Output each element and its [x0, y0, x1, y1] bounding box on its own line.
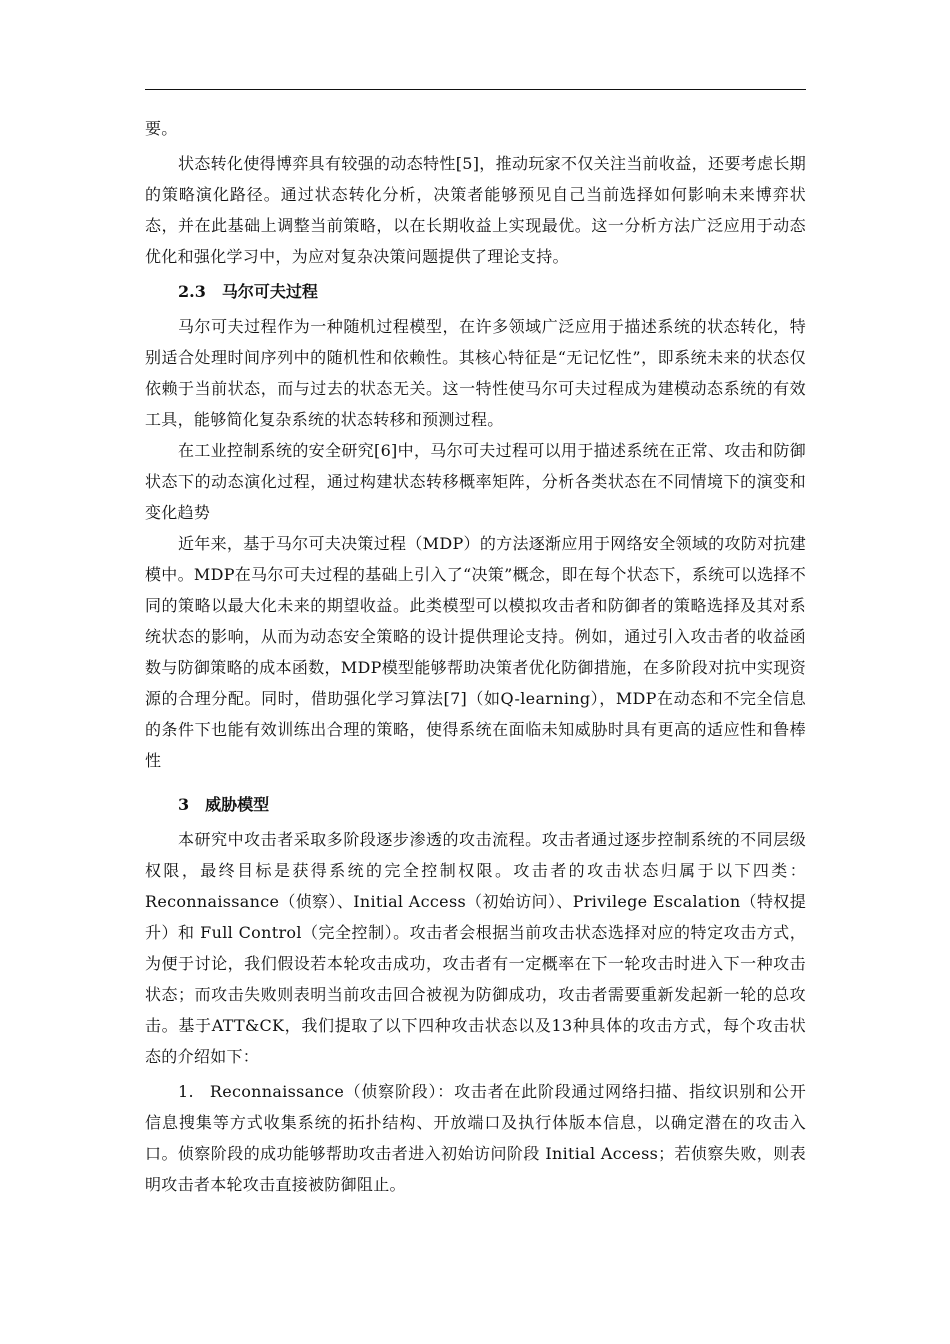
paragraph-markov-intro: 马尔可夫过程作为一种随机过程模型，在许多领域广泛应用于描述系统的状态转化，特别适合处理时间序列中的随机性和依赖性。其核心特征是“无记忆性”，即系统未来的状态仅依赖于当前状态，而与过去的状态无关。这一特性使马尔可夫过程成为建模动态系统的有效工具，能够简化复杂系统的状态转移和预测过程。: [145, 317, 806, 429]
paragraph-mdp: 近年来，基于马尔可夫决策过程（MDP）的方法逐渐应用于网络安全领域的攻防对抗建模中。MDP在马尔可夫过程的基础上引入了“决策”概念，即在每个状态下，系统可以选择不同的策略以最大化未来的期望收益。此类模型可以模拟攻击者和防御者的策略选择及其对系统状态的影响，从而为动态安全策略的设计提供理论支持。例如，通过引入攻击者的收益函数与防御策略的成本函数，MDP模型能够帮助决策者优化防御措施，在多阶段对抗中实现资源的合理分配。同时，借助强化学习算法[7]（如Q-learning），MDP在动态和不完全信息的条件下也能有效训练出合理的策略，使得系统在面临未知威胁时具有更高的适应性和鲁棒性: [145, 534, 806, 770]
paragraph-continuation: 要。: [145, 119, 178, 138]
section-heading-threat-model: [145, 789, 806, 820]
section-title: 马尔可夫过程: [221, 282, 318, 301]
paragraph-state-transition: 状态转化使得博弈具有较强的动态特性[5]，推动玩家不仅关注当前收益，还要考虑长期的策略演化路径。通过状态转化分析，决策者能够预见自己当前选择如何影响未来博弈状态，并在此基础上调整当前策略，以在长期收益上实现最优。这一分析方法广泛应用于动态优化和强化学习中，为应对复杂决策问题提供了理论支持。: [145, 154, 806, 266]
document-body: [145, 113, 806, 1200]
paragraph-threat-model: 本研究中攻击者采取多阶段逐步渗透的攻击流程。攻击者通过逐步控制系统的不同层级权限，最终目标是获得系统的完全控制权限。攻击者的攻击状态归属于以下四类：Reconnaissance（侦察）、Initial Access（初始访问）、Privilege Escalation（特权提升）和 Full Control（完全控制）。攻击者会根据当前攻击状态选择对应的特定攻击方式，为便于讨论，我们假设若本轮攻击成功，攻击者有一定概率在下一轮攻击时进入下一种攻击状态；而攻击失败则表明当前攻击回合被视为防御成功，攻击者需要重新发起新一轮的总攻击。基于ATT&CK，我们提取了以下四种攻击状态以及13种具体的攻击方式，每个攻击状态的介绍如下：: [145, 830, 806, 1066]
list-item-number: 1.: [178, 1082, 194, 1101]
header-rule: [145, 89, 806, 90]
list-item-text: Reconnaissance（侦察阶段）：攻击者在此阶段通过网络扫描、指纹识别和公开信息搜集等方式收集系统的拓扑结构、开放端口及执行体版本信息，以确定潜在的攻击入口。侦察阶段的成功能够帮助攻击者进入初始访问阶段 Initial Access；若侦察失败，则表明攻击者本轮攻击直接被防御阻止。: [145, 1082, 806, 1194]
section-number: 3: [178, 795, 190, 814]
section-title: 威胁模型: [205, 795, 270, 814]
section-number: 2.3: [178, 282, 206, 301]
list-item-reconnaissance: [145, 1076, 806, 1200]
section-heading-markov: [145, 276, 806, 307]
paragraph-ics-security: 在工业控制系统的安全研究[6]中，马尔可夫过程可以用于描述系统在正常、攻击和防御状态下的动态演化过程，通过构建状态转移概率矩阵，分析各类状态在不同情境下的演变和变化趋势: [145, 441, 806, 522]
